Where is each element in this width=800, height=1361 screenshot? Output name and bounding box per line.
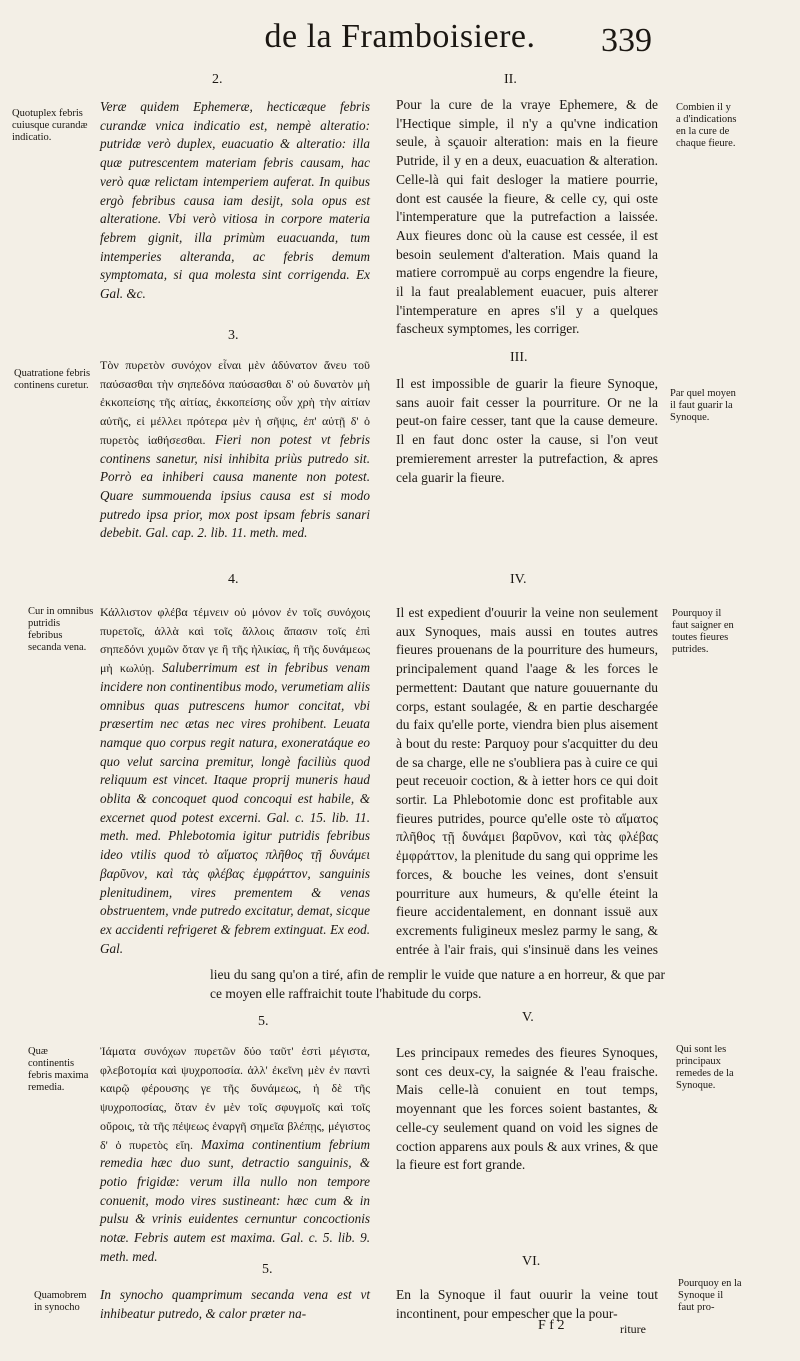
signature-mark: F f 2 (538, 1318, 565, 1333)
right-margin-note: Qui sont les principaux remedes de la Synoque. (676, 1044, 734, 1091)
left-margin-note: Quotuplex febris cuiusque curandæ indicatio. (12, 108, 88, 143)
running-head: de la Framboisiere. (264, 18, 536, 55)
latin-section-number: 5. (262, 1262, 273, 1277)
french-section-number: IV. (510, 572, 527, 587)
latin-section-number: 3. (228, 328, 239, 343)
french-paragraph: En la Synoque il faut ouurir la veine tout incontinent, pour empescher que la pour- (396, 1287, 658, 1321)
french-paragraph: Les principaux remedes des fieures Synoques, sont ces deux-cy, la saignée & l'eau fraische. Mais celle-là conuient en tout temps, moyennant que les forces soient bastantes, & celle-cy seulement quand on void les signes de coction apparens aux pouls & aux vrines, & que la fieure est fort grande. (396, 1045, 658, 1173)
latin-section-number: 4. (228, 572, 239, 587)
right-margin-note: Pourquoy en la Synoque il faut pro- (678, 1278, 742, 1313)
right-margin-note: Combien il y a d'indications en la cure de chaque fieure. (676, 102, 737, 149)
latin-text: Maxima continentium febrium remedia hæc duo sunt, detractio sanguinis, & potio frigidæ: verum illa nullo non tempore conuenit, modo vires sustineant: hæc cum & in pulsu & vrinis euidentes cernuntur concoctionis notæ. Febris autem est maxima. Gal. c. 5. lib. 9. meth. med. (100, 1136, 371, 1264)
french-section-number: V. (522, 1010, 534, 1025)
greek-quotation: Κάλλιστον φλέβα τέμνειν οὐ μόνον ἐν τοῖς συνόχοις πυρετοῖς, ἀλλὰ καὶ τοῖς ἄλλοις ἅπασιν τοῖς ἐπὶ σηπεδόνι χυμῶν ὅταν γε ἢ τῆς ἡλικίας, ἢ τῆς δυνάμεως μὴ κωλύῃ. (100, 605, 370, 676)
french-paragraph: Il est expedient d'ouurir la veine non seulement aux Synoques, mais aussi en toutes autres fieures prouenans de la pourriture des humeurs, principalement quand l'aage & les forces le permettent: Dautant que nature gouuernante du corps, estant soulagée, & en partie deschargée du faix qu'elle porte, viendra bien plus aisement à bout du reste: Parquoy pour s'acquitter du deu de sa charge, elle ne s'oubliera pas à cuire ce qui peut receuoir coction, & à ietter hors ce qui doit sortir. La Phlebotomie donc est profitable aux fieures putrides, pource qu'elle oste τὸ αἵματος πλῆθος τῇ δυνάμει βαρῦνον, καὶ τὰς φλέβας ἐμφράττον, la plenitude du sang qui opprime les forces, & bouche les veines, dont s'ensuit pourriture aux humeurs, & qu'elle éteint la fieure accidentalement, en donnant issuë aux excrements fuligineux meslez parmy le sang, & entrée à l'air frais, qui s'insinuë dans les veines (396, 605, 658, 956)
greek-quotation: Ἰάματα συνόχων πυρετῶν δύο ταῦτ' ἐστὶ μέγιστα, φλεβοτομία καὶ ψυχροποσία. ἀλλ' ἐκεῖνη μὲν ἐν παντὶ καιρῷ φέρουσης γε τῆς δυνάμεως, ἡ δὲ τῆς ψυχροποσίας, ὅταν ἐν μὲν τοῖς σφυγμοῖς καὶ τοῖς οὔροις, τὰ τῆς πέψεως ἐναργῆ σημεῖα βλέπῃς, μέγιστος δ' ὁ πυρετὸς εἴη. (100, 1044, 370, 1152)
latin-paragraph: In synocho quamprimum secanda vena est vt inhibeatur putredo, & calor præter na- (100, 1287, 370, 1321)
latin-paragraph (100, 603, 370, 958)
left-margin-note: Quatratione febris continens curetur. (14, 368, 91, 391)
catchword: riture (620, 1322, 646, 1336)
greek-quotation: Τὸν πυρετὸν συνόχον εἶναι μὲν ἀδύνατον ἄνευ τοῦ παύσασθαι τὴν σηπεδόνα παύσασθαι δ' οὐ δυνατὸν μὴ ἐκκοπείσης τῆς αἰτίας, ἐκκοπείσης οὖν χρὴ τὴν αἰτίαν αὐτῆς, εἰ μέλλει πρότερα μὲν ἡ σῆψις, ἐπ' αὐτῇ δ' ὁ πυρετὸς ἰαθήσεσθαι. (100, 358, 370, 447)
french-section-number: II. (504, 72, 517, 87)
right-margin-note: Par quel moyen il faut guarir la Synoque. (670, 388, 736, 423)
left-margin-note: Cur in omnibus putridis febribus secanda vena. (28, 606, 94, 653)
left-margin-note: Quæ continentis febris maxima remedia. (28, 1046, 89, 1093)
french-paragraph: Il est impossible de guarir la fieure Synoque, sans auoir fait cesser la pourriture. Or ne la peut-on faire cesser, tant que la cause demeure. Il en faut donc oster la cause, si l'on veut premierement arrester la putrefaction, & apres cela guarir la fieure. (396, 376, 658, 485)
latin-paragraph (100, 356, 370, 543)
latin-text: Saluberrimum est in febribus venam incidere non continentibus modo, verumetiam aliis omnibus quas putrescens humor concitat, vbi præsertim nec ætas nec vires prohibent. Leuata namque quo corpus regit natura, exoneratáque eo quo velut sarcina premitur, longè faciliùs quod reliquum est vincet. Itaque proprij muneris haud oblita & concoquet quod concoqui est habile, & excernet quod potest excerni. Gal. c. 15. lib. 11. meth. med. Phlebotomia igitur putridis febribus ideo vtilis quod τὸ αἵματος πλῆθος τῇ δυνάμει βαρῦνον, καὶ τὰς φλέβας ἐμφράττον, sanguinis plenitudinem, vires prementem & venas obstruentem, vnde putredo excitatur, demat, sicque ex accidenti refrigeret & febrem extinguat. Ex eod. Gal. (100, 660, 370, 956)
french-section-number: III. (510, 350, 528, 365)
french-paragraph: Pour la cure de la vraye Ephemere, & de l'Hectique simple, il n'y a qu'vne indication seule, à sçauoir alteration: mais en la fieure Putride, il y en a deux, euacuation & alteration. Celle-là qui fait desloger la matiere pourrie, dont est causée la fieure, & celle cy, qui oste l'intemperature que la putrefaction a laissée. Aux fieures donc où la cause est cessée, il est besoin seulement d'alteration. Mais quand la matiere corrompuë au corps engendre la fieure, il la faut prealablement euacuer, puis alterer l'intemperature en apres s'il y a quelques fascheux symptomes, les corriger. (396, 97, 658, 337)
left-margin-note: Quamobrem in synocho (34, 1290, 87, 1313)
continuation-line: lieu du sang qu'on a tiré, afin de remplir le vuide que nature a en horreur, & que par ce moyen elle raffraichit toute l'habitude du corps. (210, 967, 665, 1001)
latin-section-number: 5. (258, 1014, 269, 1029)
latin-text: Fieri non potest vt febris continens sanetur, nisi inhibita priùs putredo sit. Porrò ea inhiberi causa manente non potest. Quare summouenda ipsius causa est si modo putredo ipsa prior, mox post ipsam febris sanari debebit. Gal. cap. 2. lib. 11. meth. med. (100, 431, 370, 541)
french-section-number: VI. (522, 1254, 541, 1269)
latin-section-number: 2. (212, 72, 223, 87)
right-margin-note: Pourquoy il faut saigner en toutes fieures putrides. (672, 608, 734, 655)
page-number: 339 (601, 22, 652, 59)
latin-paragraph: Veræ quidem Ephemeræ, hecticæque febris curandæ vnica indicatio est, nempè alteratio: putridæ verò duplex, euacuatio & alteratio: illa quæ putrescentem materiam febris causam, hac verò quæ relictam intemperiem auferat. In quibus ergò febribus causa iam desijt, sola opus est alteratione. Vbi verò vitiosa in corpore materia febrem gignit, illa primùm euacuanda, tum intemperies alteranda, ac febris demum symptomata, si qua molesta sint corrigenda. Ex Gal. &c. (100, 99, 370, 302)
latin-paragraph (100, 1042, 370, 1266)
